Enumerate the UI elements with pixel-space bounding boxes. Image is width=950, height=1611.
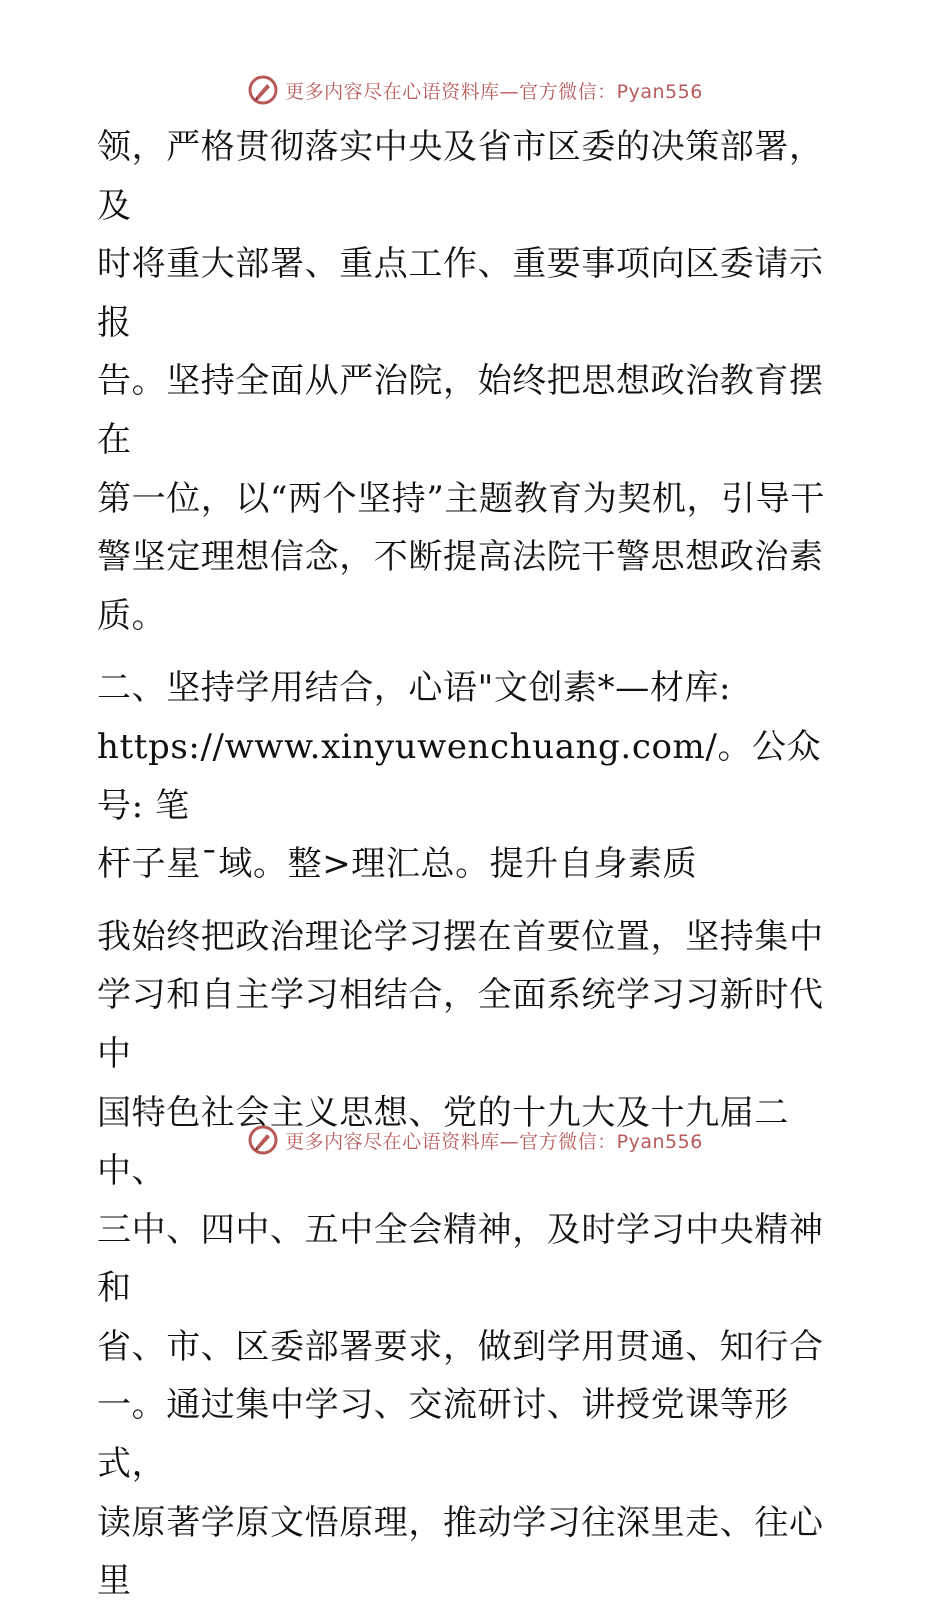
footer-banner xyxy=(0,1120,950,1160)
pen-in-circle-icon xyxy=(247,1124,279,1156)
document-body xyxy=(97,118,857,1611)
paragraph-3: 我始终把政治理论学习摆在首要位置，坚持集中 学习和自主学习相结合，全面系统学习习新时代中 国特色社会主义思想、党的十九大及十九届二中、 三中、四中、五中全会精神，及时学习中央精神和 省、市、区委部署要求，做到学用贯通、知行合 一。通过集中学习、交流研讨、讲授党课等形式， 读原著学原文悟原理，推动学习往深里走、往心里 xyxy=(97,916,824,1602)
pen-in-circle-icon xyxy=(247,74,279,106)
banner-text: 更多内容尽在心语资料库—官方微信：Pyan556 xyxy=(285,1130,703,1153)
paragraph-1: 领，严格贯彻落实中央及省市区委的决策部署，及 时将重大部署、重点工作、重要事项向区委请示报 告。坚持全面从严治院，始终把思想政治教育摆在 第一位，以“两个坚持”主题教育为契机，引导干 警坚定理想信念，不断提高法院干警思想政治素 质。 xyxy=(97,127,825,636)
header-banner xyxy=(0,70,950,110)
banner-text: 更多内容尽在心语资料库—官方微信：Pyan556 xyxy=(285,80,703,103)
paragraph-2: 二、坚持学用结合，心语"文创素*—材库: https://www.xinyuwenchuang.com/。公众号: 笔 杆子星¯域。整>理汇总。提升自身素质 xyxy=(97,668,822,885)
